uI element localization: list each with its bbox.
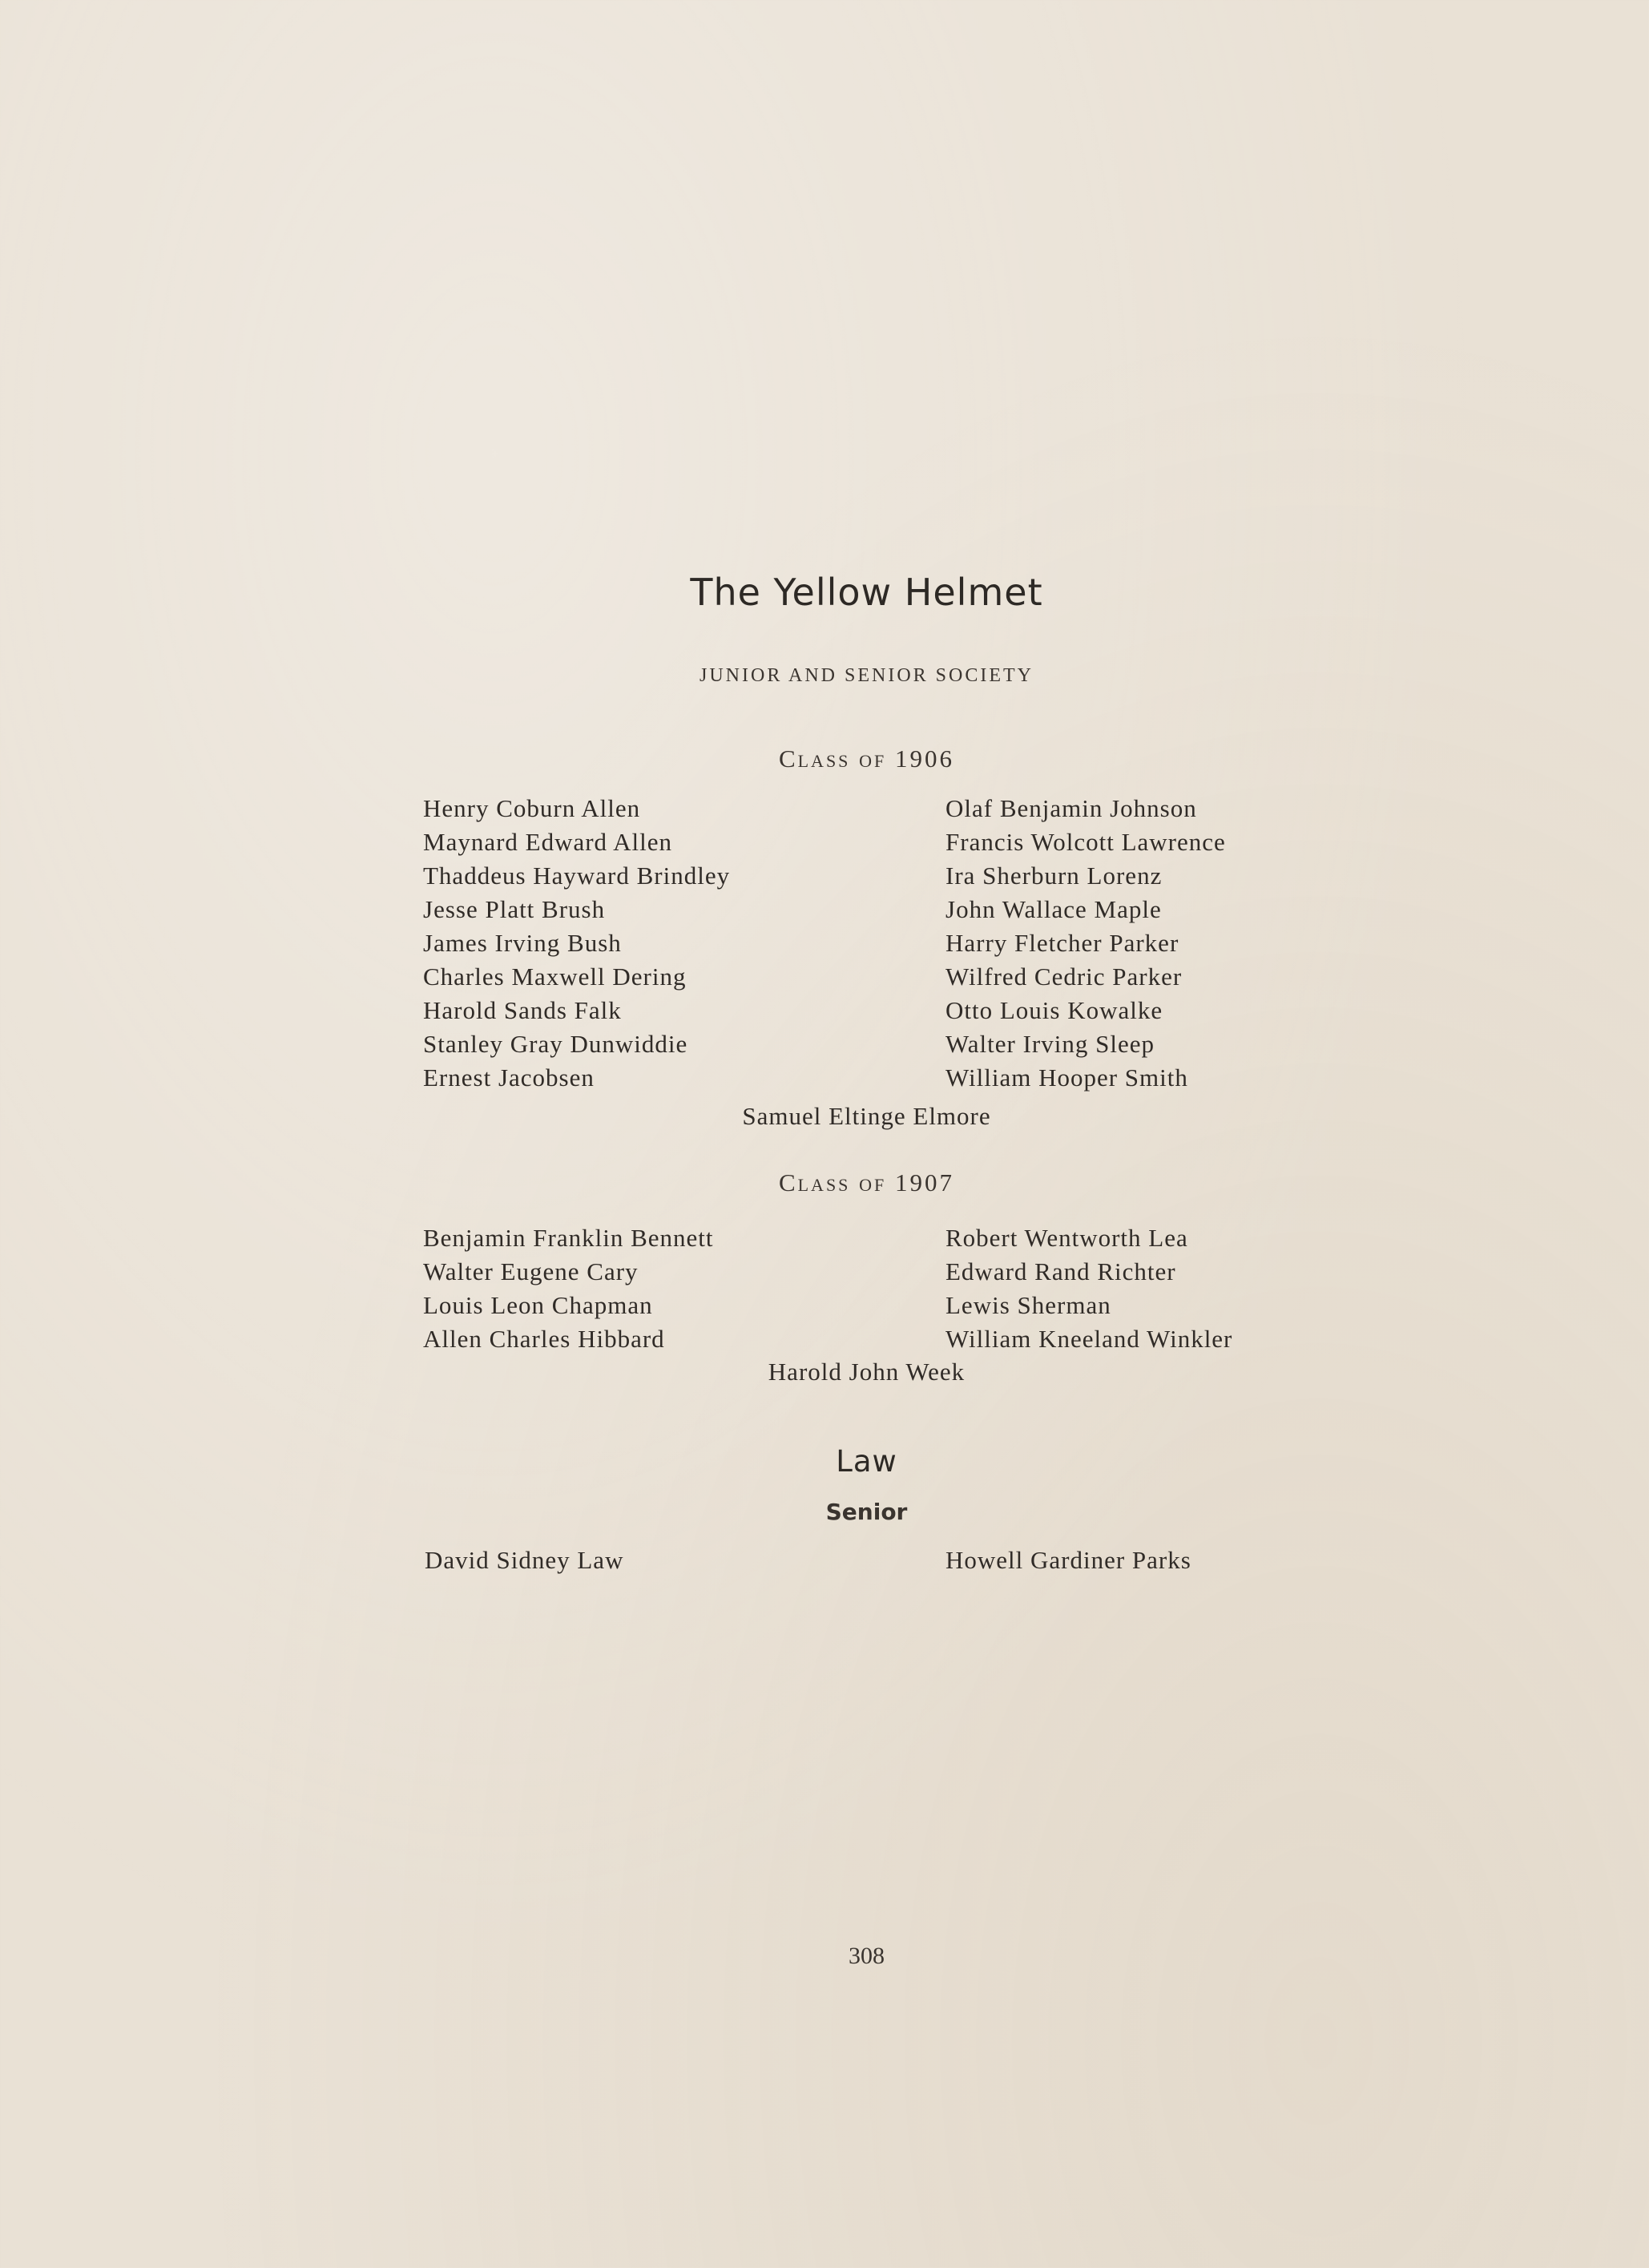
member-name: Harold Sands Falk xyxy=(423,996,622,1024)
class-1906-left-list xyxy=(423,792,730,1095)
page-number: 308 xyxy=(849,1943,885,1969)
class-1907-heading: Class of 1907 xyxy=(778,1168,955,1197)
member-name: Robert Wentworth Lea xyxy=(945,1224,1188,1252)
member-name: Louis Leon Chapman xyxy=(423,1291,653,1319)
law-senior-heading: Senior xyxy=(825,1499,908,1525)
member-name: Thaddeus Hayward Brindley xyxy=(423,862,731,890)
member-name: Lewis Sherman xyxy=(945,1291,1111,1319)
member-name: Benjamin Franklin Bennett xyxy=(423,1224,714,1252)
member-name: Francis Wolcott Lawrence xyxy=(945,828,1226,856)
member-name: Walter Eugene Cary xyxy=(423,1257,639,1285)
class-1907-center-name: Harold John Week xyxy=(768,1358,966,1386)
member-name: Charles Maxwell Dering xyxy=(423,962,687,991)
law-member-left: David Sidney Law xyxy=(425,1546,624,1574)
member-name: Edward Rand Richter xyxy=(945,1257,1176,1285)
class-1906-right-list xyxy=(945,792,1226,1095)
member-name: John Wallace Maple xyxy=(945,895,1162,923)
member-name: Wilfred Cedric Parker xyxy=(945,962,1183,991)
class-1906-center-name: Samuel Eltinge Elmore xyxy=(742,1102,991,1130)
member-name: Otto Louis Kowalke xyxy=(945,996,1163,1024)
member-name: Olaf Benjamin Johnson xyxy=(945,794,1197,822)
member-name: Harry Fletcher Parker xyxy=(945,929,1179,957)
class-1907-right-list xyxy=(945,1221,1232,1356)
member-name: William Hooper Smith xyxy=(945,1063,1188,1092)
class-1906-heading: Class of 1906 xyxy=(778,745,955,773)
member-name: Maynard Edward Allen xyxy=(423,828,672,856)
member-name: Allen Charles Hibbard xyxy=(423,1325,665,1353)
page-subtitle: JUNIOR AND SENIOR SOCIETY xyxy=(699,665,1034,686)
law-member-right: Howell Gardiner Parks xyxy=(945,1546,1191,1574)
member-name: William Kneeland Winkler xyxy=(945,1325,1233,1353)
member-name: Walter Irving Sleep xyxy=(945,1030,1155,1058)
member-name: Ernest Jacobsen xyxy=(423,1063,595,1092)
member-name: Ira Sherburn Lorenz xyxy=(945,862,1163,890)
page-title: The Yellow Helmet xyxy=(690,571,1043,614)
member-name: Henry Coburn Allen xyxy=(423,794,641,822)
member-name: Stanley Gray Dunwiddie xyxy=(423,1030,688,1058)
member-name: James Irving Bush xyxy=(423,929,622,957)
class-1907-left-list xyxy=(423,1221,714,1356)
law-heading: Law xyxy=(836,1444,897,1479)
member-name: Jesse Platt Brush xyxy=(423,895,606,923)
